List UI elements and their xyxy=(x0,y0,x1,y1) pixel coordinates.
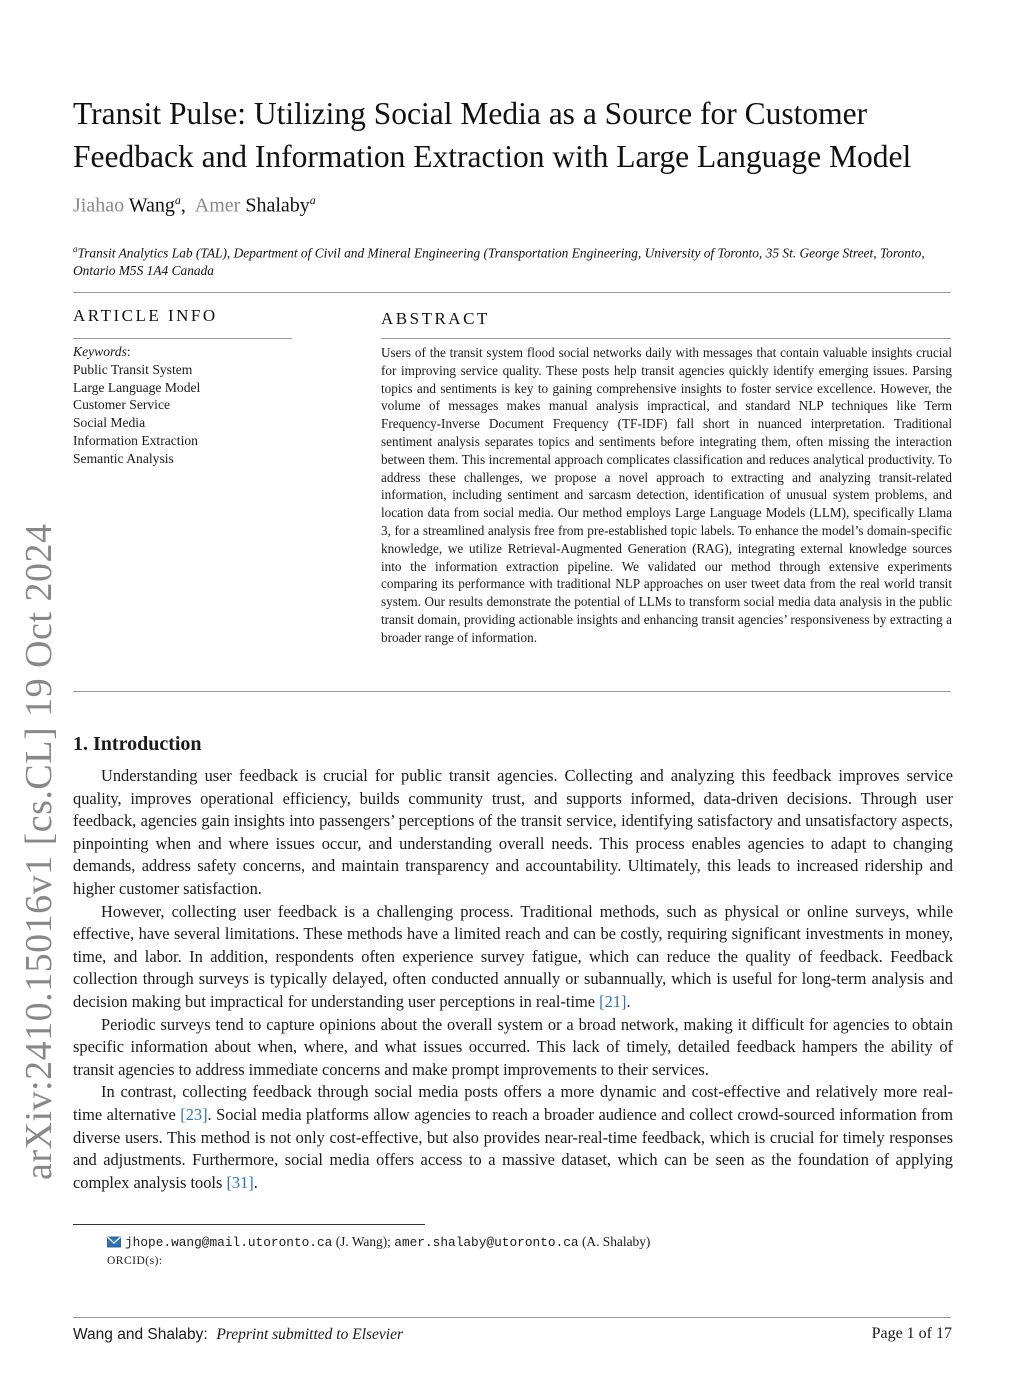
footnote xyxy=(107,1233,650,1270)
intro-paragraph-4b: Social media platforms allow agencies to reach a broader audience and collect crowd-sourced information from diverse users. This method is not only cost-effective, but also provides near-real-time feedback, which is crucial for timely responses and adjustments. Furthermore, social media offers access to a massive dataset, which can be seen as the foundation of applying complex analysis tools xyxy=(73,1104,953,1192)
email-link[interactable]: jhope.wang@mail.utoronto.ca xyxy=(125,1235,333,1250)
author-1-mark: a xyxy=(174,193,181,207)
paper-title: Transit Pulse: Utilizing Social Media as a Source for Customer Feedback and Information Extraction with Large Language Model xyxy=(73,96,912,174)
keywords-block: Keywords: Public Transit System Large Language Model Customer Service Social Media Information Extraction Semantic Analysis xyxy=(73,343,303,468)
section-heading-introduction: 1. Introduction xyxy=(73,733,202,755)
article-info-heading: ARTICLE INFO xyxy=(73,306,218,325)
citation-link[interactable]: [21] xyxy=(599,991,627,1011)
footnote-rule xyxy=(73,1224,425,1225)
divider-top xyxy=(73,292,951,293)
citation-link[interactable]: [23] xyxy=(180,1104,208,1124)
author-1-family: Wang xyxy=(128,194,175,217)
orcid-label: ORCID(s): xyxy=(107,1254,163,1267)
author-1-given: Jiahao xyxy=(73,194,125,217)
citation-link[interactable]: [31] xyxy=(226,1172,254,1192)
author-list: Jiahao Wang$^a$, Amer Shalaby$^a$ xyxy=(73,193,316,217)
divider-mid xyxy=(73,691,951,692)
keyword-item: Information Extraction xyxy=(73,432,198,448)
keyword-item: Large Language Model xyxy=(73,379,201,395)
page-number: Page 1 of 17 xyxy=(871,1325,952,1342)
running-footer: Wang and Shalaby: Preprint submitted to Elsevier xyxy=(73,1326,404,1343)
abstract-heading: ABSTRACT xyxy=(381,309,490,328)
footer-rule xyxy=(73,1317,951,1318)
keywords-label: Keywords xyxy=(73,344,127,359)
keyword-item: Semantic Analysis xyxy=(73,450,174,466)
intro-paragraph-4a: In contrast, collecting feedback through social media posts offers a more dynamic and cost-effective and relatively more real-time alternative xyxy=(73,1082,953,1124)
author-2-given: Amer xyxy=(194,194,241,217)
introduction-body xyxy=(73,765,953,1194)
abstract-text: Users of the transit system flood social networks daily with messages that contain valuable insights crucial for improving service quality. These posts help transit agencies quickly identify emerging issues. Parsing topics and sentiments is key to gaining comprehensive insights to foster service excellence. However, the volume of messages makes manual analysis impractical, and standard NLP techniques like Term Frequency-Inverse Document Frequency (TF-IDF) fall short in nuanced interpretation. Traditional sentiment analysis separates topics and sentiments before integrating them, often missing the interaction between them. This incremental approach complicates classification and reduces analytical productivity. To address these challenges, we propose a novel approach to extracting and analyzing transit-related information, including sentiment and sarcasm detection, identification of unusual system problems, and location data from social media. Our method employs Large Language Models (LLM), specifically Llama 3, for a streamlined analysis free from pre-established topic labels. To enhance the model’s domain-specific knowledge, we utilize Retrieval-Augmented Generation (RAG), integrating external knowledge sources into the information extraction pipeline. We validated our method through extensive experiments comparing its performance with traditional NLP approaches on user tweet data from the real world transit system. Our results demonstrate the potential of LLMs to transform social media data analysis in the public transit domain, providing actionable insights and enhancing transit agencies’ responsiveness by extracting a broader range of information. xyxy=(381,345,952,645)
arxiv-identifier: arXiv:2410.15016v1 [cs.CL] 19 Oct 2024 xyxy=(18,523,60,1180)
keyword-item: Social Media xyxy=(73,415,146,431)
email-link[interactable]: amer.shalaby@utoronto.ca xyxy=(394,1235,579,1250)
intro-paragraph-3: Periodic surveys tend to capture opinions about the overall system or a broad network, making it difficult for agencies to obtain specific information about when, where, and what issues occurred. This lack of timely, detailed feedback hampers the ability of transit agencies to address immediate concerns and make prompt improvements to their services. xyxy=(73,1014,953,1079)
keyword-item: Customer Service xyxy=(73,397,171,413)
intro-paragraph-2: However, collecting user feedback is a challenging process. Traditional methods, such as physical or online surveys, while effective, have several limitations. These methods have a limited reach and can be costly, requiring significant investments in money, time, and labor. In addition, respondents often experience survey fatigue, which can reduce the quality of feedback. Feedback collection through surveys is typically delayed, often conducted annually or subannually, which is useful for long-term analysis and decision making but impractical for understanding user perceptions in real-time [21]. xyxy=(73,901,953,1011)
intro-paragraph-4: In contrast, collecting feedback through social media posts offers a more dynamic and cost-effective and relatively more real-time alternative [23]. Social media platforms allow agencies to reach a broader audience and collect crowd-sourced information from diverse users. This method is not only cost-effective, but also provides near-real-time feedback, which is crucial for timely responses and adjustments. Furthermore, social media offers access to a massive dataset, which can be seen as the foundation of applying complex analysis tools [31]. xyxy=(73,1082,953,1192)
affiliation-text: Transit Analytics Lab (TAL), Department of Civil and Mineral Engineering (Transportation Engineering, University of Toronto, 35 St. George Street, Toronto, Ontario M5S 1A4 Canada xyxy=(73,245,925,279)
affiliation-mark: a xyxy=(73,244,78,254)
envelope-icon xyxy=(107,1235,121,1253)
abstract-rule xyxy=(381,338,951,339)
intro-paragraph-2-text: However, collecting user feedback is a challenging process. Traditional methods, such as physical or online surveys, while effective, have several limitations. These methods have a limited reach and can be costly, requiring significant investments in money, time, and labor. In addition, respondents often experience survey fatigue, which can reduce the quality of feedback. Feedback collection through surveys is typically delayed, often conducted annually or subannually, which is useful for long-term analysis and decision making but impractical for understanding user perceptions in real-time xyxy=(73,901,953,1011)
keyword-item: Public Transit System xyxy=(73,361,193,377)
email-owner: (A. Shalaby) xyxy=(581,1234,651,1249)
affiliation xyxy=(73,240,953,280)
author-2-mark: a xyxy=(309,193,316,207)
article-info-rule xyxy=(73,338,292,339)
email-owner: (J. Wang); xyxy=(335,1234,391,1249)
footer-venue: Preprint submitted to Elsevier xyxy=(216,1326,404,1343)
intro-paragraph-1: Understanding user feedback is crucial for public transit agencies. Collecting and analyzing this feedback improves service quality, improves operational efficiency, builds community trust, and supports informed, data-driven decisions. Through user feedback, agencies gain insights into passengers’ perceptions of the transit service, identifying satisfactory and unsatisfactory aspects, pinpointing when and where issues occur, and understanding overall needs. This process enables agencies to adapt to changing demands, address safety concerns, and maintain transparency and accountability. Ultimately, this leads to increased ridership and higher customer satisfaction. xyxy=(73,766,953,898)
footer-authors: Wang and Shalaby xyxy=(73,1326,204,1343)
author-2-family: Shalaby xyxy=(245,194,310,217)
